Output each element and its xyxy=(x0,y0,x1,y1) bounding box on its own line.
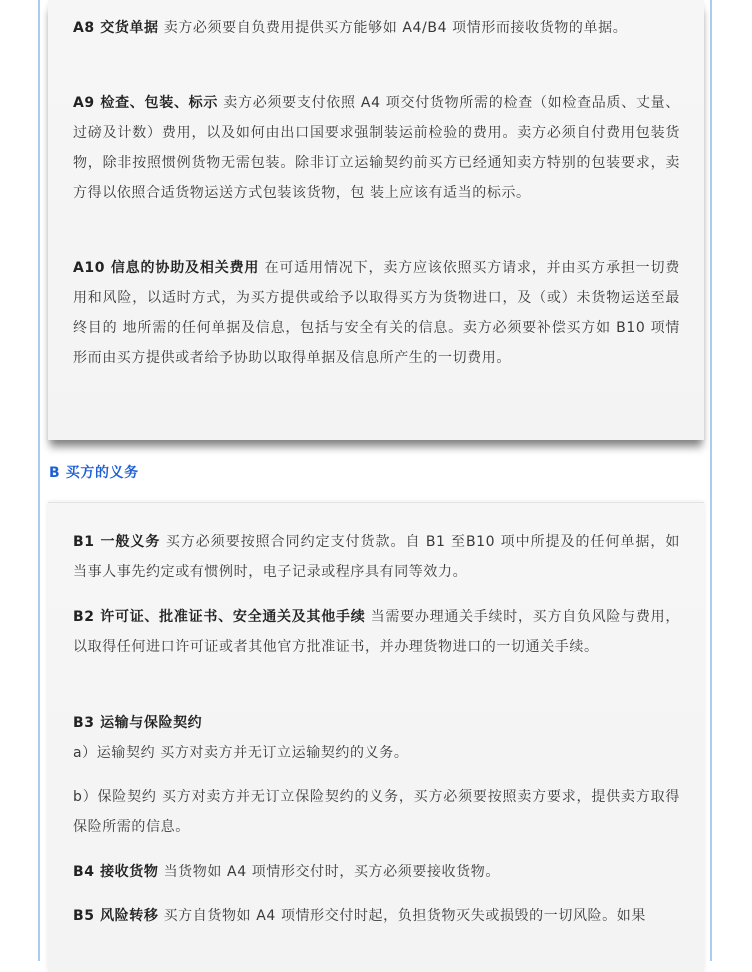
clause-b1-heading: B1 一般义务 xyxy=(73,534,161,550)
clause-a8-body: 卖方必须要自负费用提供买方能够如 A4/B4 项情形而接收货物的单据。 xyxy=(163,20,628,36)
seller-obligations-card xyxy=(48,0,704,440)
clause-b5-body: 买方自货物如 A4 项情形交付时起，负担货物灭失或损毁的一切风险。如果 xyxy=(163,908,646,924)
clause-b2-heading: B2 许可证、批准证书、安全通关及其他手续 xyxy=(73,609,366,625)
section-b-title: B 买方的义务 xyxy=(49,465,139,481)
clause-b4 xyxy=(73,857,680,887)
clause-a8-heading: A8 交货单据 xyxy=(73,20,159,36)
clause-b5-heading: B5 风险转移 xyxy=(73,908,159,924)
clause-a10-body: 在可适用情况下，卖方应该依照买方请求，并由买方承担一切费用和风险，以适时方式，为买方提供或给予以取得买方为货物进口，及（或）未货物运送至最终目的 地所需的任何单据及信息，包括与安全有关的信息。卖方必须要补偿买方如 B10 项情形而由买方提供或者给予协助以取得单据及信息所产生的一切费用。 xyxy=(73,260,680,366)
clause-b4-body: 当货物如 A4 项情形交付时，买方必须要接收货物。 xyxy=(163,864,500,880)
clause-b3-heading: B3 运输与保险契约 xyxy=(73,715,203,731)
clause-a8 xyxy=(73,13,680,43)
clause-b1-body: 买方必须要按照合同约定支付货款。自 B1 至B10 项中所提及的任何单据，如当事人事先约定或有惯例时，电子记录或程序具有同等效力。 xyxy=(73,534,680,580)
clause-a9 xyxy=(73,88,680,208)
clause-b2-body: 当需要办理通关手续时，买方自负风险与费用，以取得任何进口许可证或者其他官方批准证书，并办理货物进口的一切通关手续。 xyxy=(73,609,680,655)
clause-b1 xyxy=(73,527,680,587)
clause-a10 xyxy=(73,253,680,373)
clause-b5 xyxy=(73,901,680,931)
clause-b3-item-b: b）保险契约 买方对卖方并无订立保险契约的义务，买方必须要按照卖方要求，提供卖方取得保险所需的信息。 xyxy=(73,789,680,835)
buyer-obligations-card xyxy=(48,502,704,972)
clause-b2 xyxy=(73,602,680,662)
clause-a10-heading: A10 信息的协助及相关费用 xyxy=(73,260,260,276)
clause-a9-body: 卖方必须要支付依照 A4 项交付货物所需的检查（如检查品质、丈量、过磅及计数）费用，以及如何由出口国要求强制装运前检验的费用。卖方必须自付费用包装货物，除非按照惯例货物无需包装。除非订立运输契约前买方已经通知卖方特别的包装要求，卖方得以依照合适货物运送方式包装该货物，包 装上应该有适当的标示。 xyxy=(73,95,680,201)
clause-a9-heading: A9 检查、包装、标示 xyxy=(73,95,219,111)
clause-b3-item-a: a）运输契约 买方对卖方并无订立运输契约的义务。 xyxy=(73,745,409,761)
clause-b4-heading: B4 接收货物 xyxy=(73,864,159,880)
